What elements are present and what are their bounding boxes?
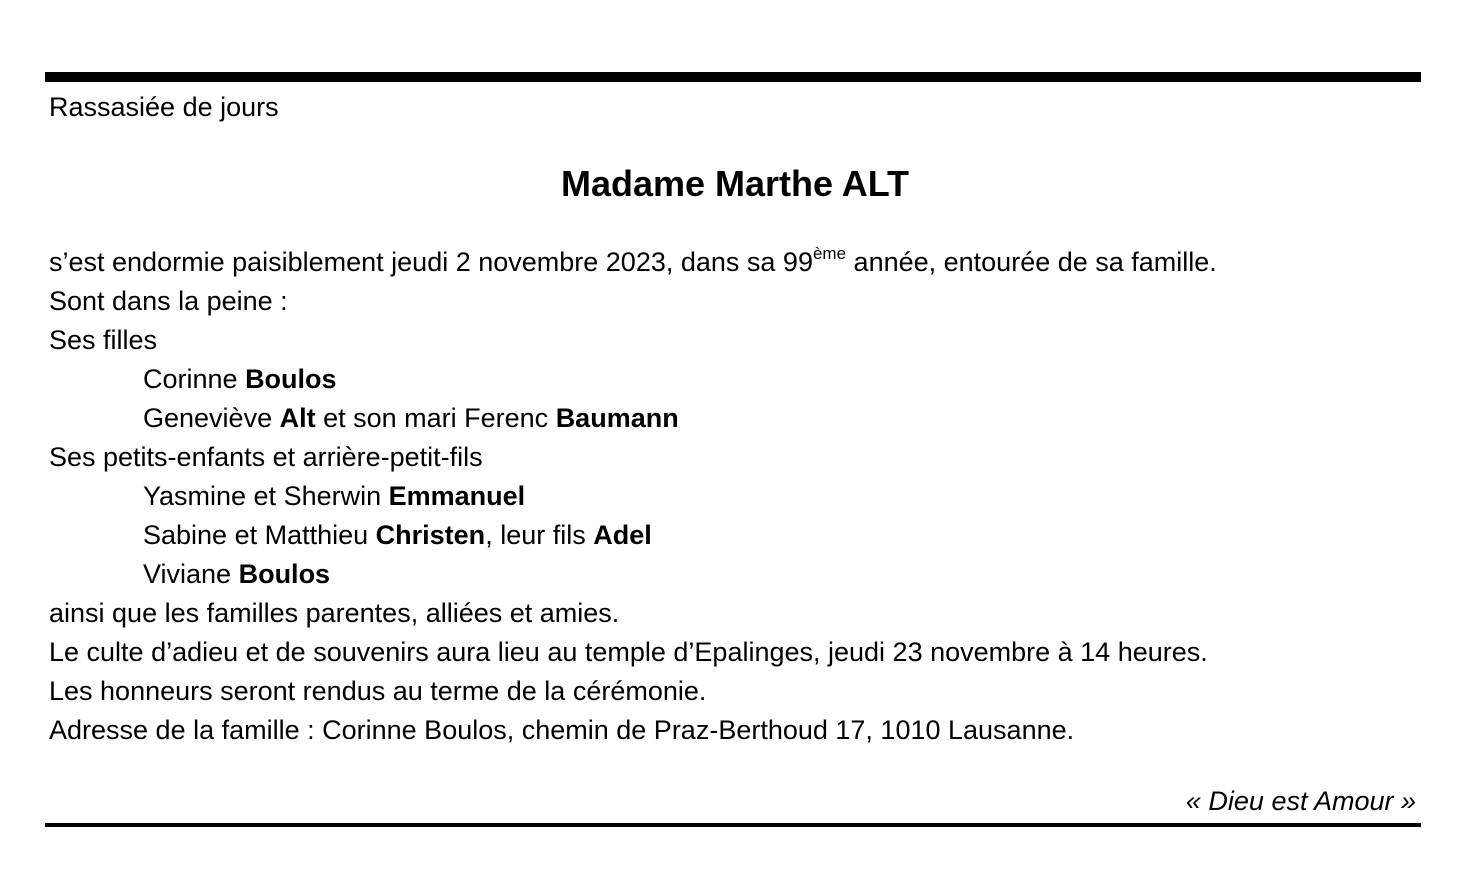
intro-text-after: année, entourée de sa famille. (846, 247, 1217, 277)
petits-label: Ses petits-enfants et arrière-petit-fils (49, 442, 483, 472)
member-first-name: Geneviève (143, 403, 280, 433)
bottom-rule (45, 823, 1421, 827)
member-surname: Alt (279, 403, 316, 433)
motto-quote: « Dieu est Amour » (1185, 786, 1416, 816)
family-member (143, 478, 525, 514)
deceased-name: Madame Marthe ALT (560, 163, 910, 204)
intro-text-before: s’est endormie paisiblement jeudi 2 novembre 2023, dans sa 99 (49, 247, 813, 277)
member-surname: Adel (593, 520, 652, 550)
adresse-line: Adresse de la famille : Corinne Boulos, chemin de Praz-Berthoud 17, 1010 Lausanne. (49, 715, 1075, 745)
member-first-name: Corinne (143, 364, 246, 394)
family-member (143, 361, 337, 397)
intro-line (49, 244, 1217, 280)
member-surname: Boulos (245, 364, 337, 394)
family-member (143, 517, 652, 553)
member-relation: , leur fils (485, 520, 594, 550)
culte-line: Le culte d’adieu et de souvenirs aura lieu au temple d’Epalinges, jeudi 23 novembre à 14 heures. (49, 637, 1208, 667)
member-surname: Emmanuel (388, 481, 526, 511)
intro-superscript: ème (812, 244, 847, 263)
member-first-name: Sabine et Matthieu (143, 520, 376, 550)
member-surname: Boulos (238, 559, 331, 589)
section-heading: Rassasiée de jours (49, 92, 279, 122)
filles-label: Ses filles (49, 325, 158, 355)
family-member (143, 400, 679, 436)
member-relation: et son mari Ferenc (315, 403, 556, 433)
member-surname: Baumann (555, 403, 679, 433)
member-surname: Christen (375, 520, 486, 550)
peine-line: Sont dans la peine : (49, 286, 288, 316)
familles-line: ainsi que les familles parentes, alliées et amies. (49, 598, 620, 628)
honneurs-line: Les honneurs seront rendus au terme de la cérémonie. (49, 676, 707, 706)
family-member (143, 556, 330, 592)
top-rule (45, 72, 1421, 82)
member-first-name: Yasmine et Sherwin (143, 481, 389, 511)
member-first-name: Viviane (143, 559, 239, 589)
